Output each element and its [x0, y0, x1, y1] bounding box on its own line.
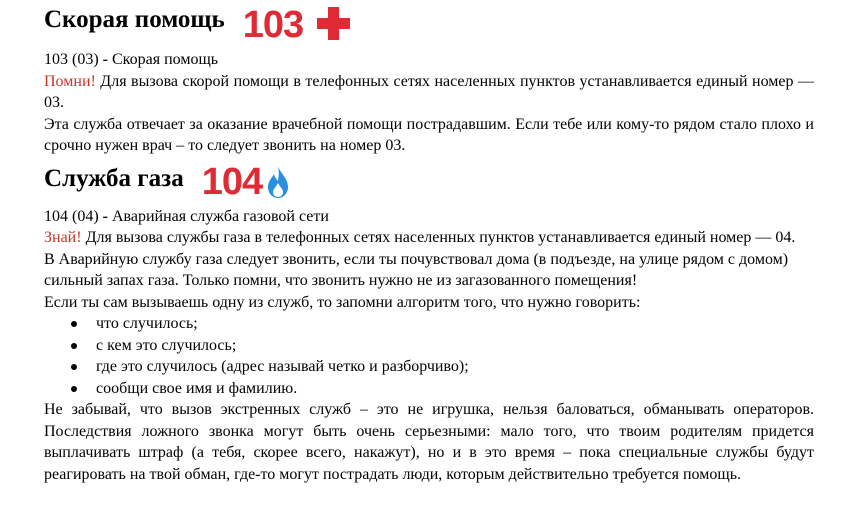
ambulance-number-digits: 103	[242, 4, 304, 46]
remember-text: Для вызова скорой помощи в телефонных сетях населенных пунктов устанавливается единый номер — 03.	[44, 72, 814, 111]
list-item: что случилось;	[96, 313, 814, 335]
section-gas-title: Служба газа	[44, 164, 184, 192]
gas-subtitle-dash: -	[98, 207, 112, 225]
ambulance-description: Эта служба отвечает за оказание врачебной помощи пострадавшим. Если тебе или кому-то рядом стало плохо и срочно нужен врач – то следует звонить на номер 03.	[44, 115, 814, 154]
algorithm-intro: Если ты сам вызываешь одну из служб, то запомни алгоритм того, что нужно говорить:	[44, 293, 641, 311]
ambulance-remember-paragraph	[44, 71, 814, 114]
gas-know-paragraph	[44, 227, 814, 249]
section-gas-heading-row	[44, 155, 814, 201]
gas-subtitle-text: Аварийная служба газовой сети	[111, 207, 329, 225]
flame-icon	[266, 165, 290, 199]
gas-subtitle-number: 104 (04)	[44, 207, 99, 225]
gas-subtitle	[44, 206, 814, 228]
warning-paragraph: Не забывай, что вызов экстренных служб – это не игрушка, нельзя баловаться, обманывать операторов. Последствия ложного звонка могут быть очень серьезными: мало того, что твоим родителям придется выплачивать штраф (а тебя, скорее всего, накажут), но и в это время – пока специальные службы будут реагировать на твой обман, где-то могут пострадать люди, которым действительно требуется помощь.	[44, 401, 814, 483]
section-ambulance-heading-row	[44, 0, 814, 44]
know-keyword: Знай!	[44, 229, 82, 246]
list-item: где это случилось (адрес называй четко и разборчиво);	[96, 356, 814, 378]
ambulance-subtitle-text: Скорая помощь	[111, 51, 219, 68]
ambulance-subtitle	[44, 49, 814, 71]
section-ambulance-title: Скорая помощь	[44, 6, 225, 33]
algorithm-list	[44, 313, 814, 399]
gas-number-art	[201, 160, 290, 203]
red-cross-icon	[317, 7, 350, 40]
list-item: с кем это случилось;	[96, 335, 814, 357]
remember-keyword: Помни!	[44, 72, 96, 90]
list-item: сообщи свое имя и фамилию.	[96, 378, 814, 400]
gas-number-digits: 104	[201, 160, 263, 203]
ambulance-subtitle-dash: -	[98, 51, 112, 68]
gas-description: В Аварийную службу газа следует звонить, если ты почувствовал дома (в подъезде, на улице рядом с домом) сильный запах газа. Только помни, что звонить нужно не из загазованного помещения!	[44, 250, 789, 289]
ambulance-subtitle-number: 103 (03)	[44, 51, 99, 68]
document-page	[44, 0, 814, 485]
ambulance-number-art	[243, 6, 350, 44]
know-text: Для вызова службы газа в телефонных сетях населенных пунктов устанавливается единый номер — 04.	[81, 229, 796, 246]
